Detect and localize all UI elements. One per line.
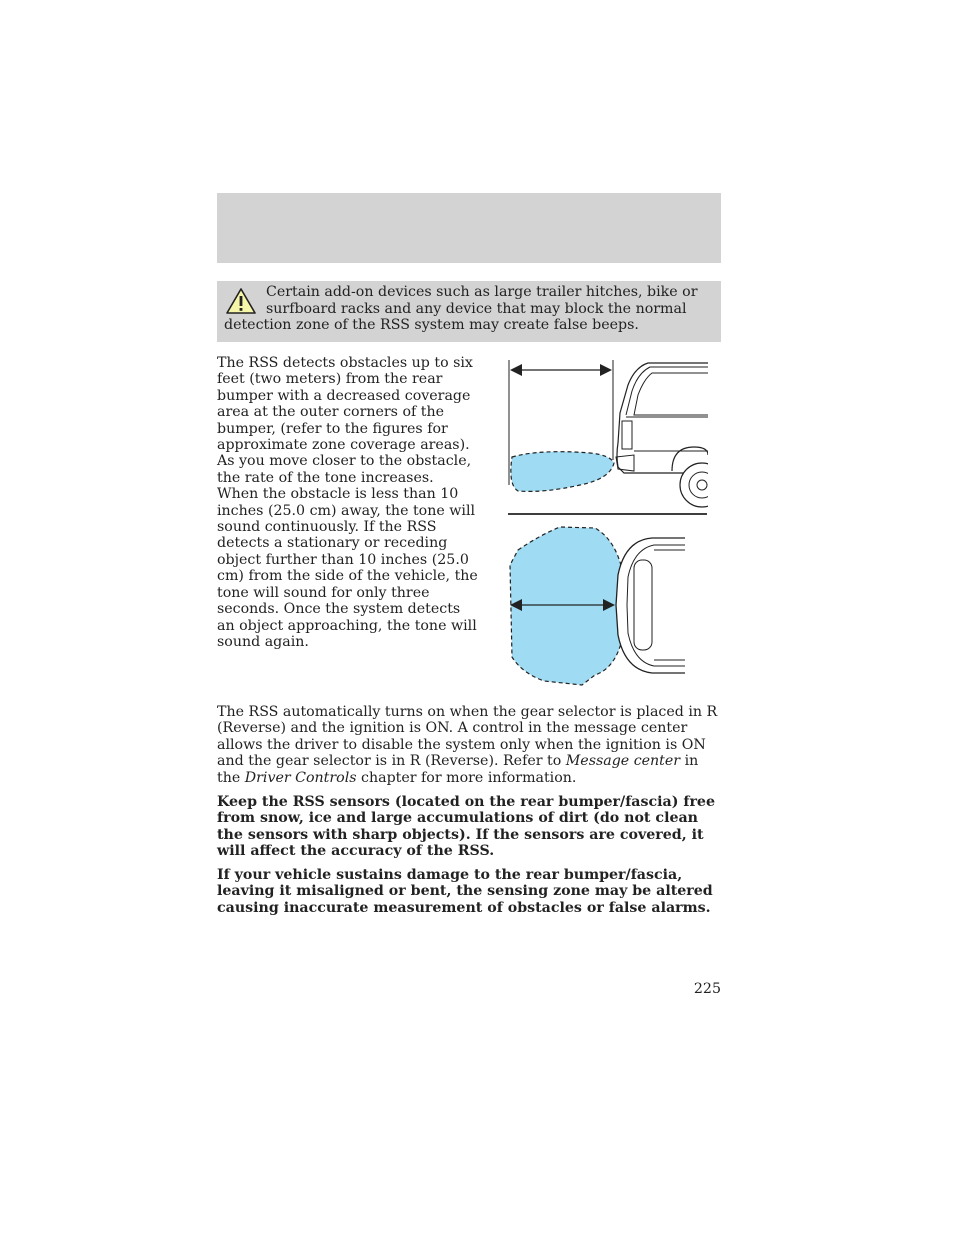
auto-on-paragraph — [217, 704, 721, 786]
driver-controls-reference: Driver Controls — [244, 769, 357, 786]
warning-line-1: Certain add-on devices such as large trailer hitches, bike or — [266, 284, 698, 300]
warning-line-2: surfboard racks and any device that may block the normal — [266, 300, 687, 317]
warning-text — [224, 284, 714, 334]
auto-on-text-1: The RSS automatically turns on when the gear selector is placed in R (Reverse) and the ignition is ON. A control in the message center allows the driver to disable the system only when the ignition is ON and the gear selector is in R (Reverse). Refer to — [217, 704, 718, 770]
warning-line-3: detection zone of the RSS system may create false beeps. — [224, 317, 639, 333]
message-center-reference: Message center — [565, 753, 681, 770]
warning-box — [217, 281, 721, 342]
auto-on-text-3: chapter for more information. — [356, 769, 577, 786]
chapter-header-band — [217, 193, 721, 263]
top-view-illustration — [510, 527, 685, 685]
rss-detection-paragraph: The RSS detects obstacles up to six feet (two meters) from the rear bumper with a decreased coverage area at the outer corners of the bumper, (refer to the figures for approximate zone coverage areas). As you move closer to the obstacle, the rate of the tone increases. When the obstacle is less than 10 inches (25.0 cm) away, the tone will sound continuously. If the RSS detects a stationary or receding object further than 10 inches (25.0 cm) from the side of the vehicle, the tone will sound for only three seconds. Once the system detects an object approaching, the tone will sound again. — [217, 355, 478, 650]
rss-coverage-diagram — [500, 355, 715, 695]
side-view-illustration — [508, 355, 715, 525]
auto-on-text-2: in the — [217, 753, 699, 786]
side-coverage-zone — [511, 452, 614, 492]
page-number: 225 — [693, 981, 721, 997]
bumper-damage-paragraph: If your vehicle sustains damage to the rear bumper/fascia, leaving it misaligned or bent, the sensing zone may be altered causing inaccurate measurement of obstacles or false alarms. — [217, 867, 713, 916]
keep-sensors-clean-paragraph: Keep the RSS sensors (located on the rear bumper/fascia) free from snow, ice and large accumulations of dirt (do not clean the sensors with sharp objects). If the sensors are covered, it will affect the accuracy of the RSS. — [217, 794, 715, 860]
